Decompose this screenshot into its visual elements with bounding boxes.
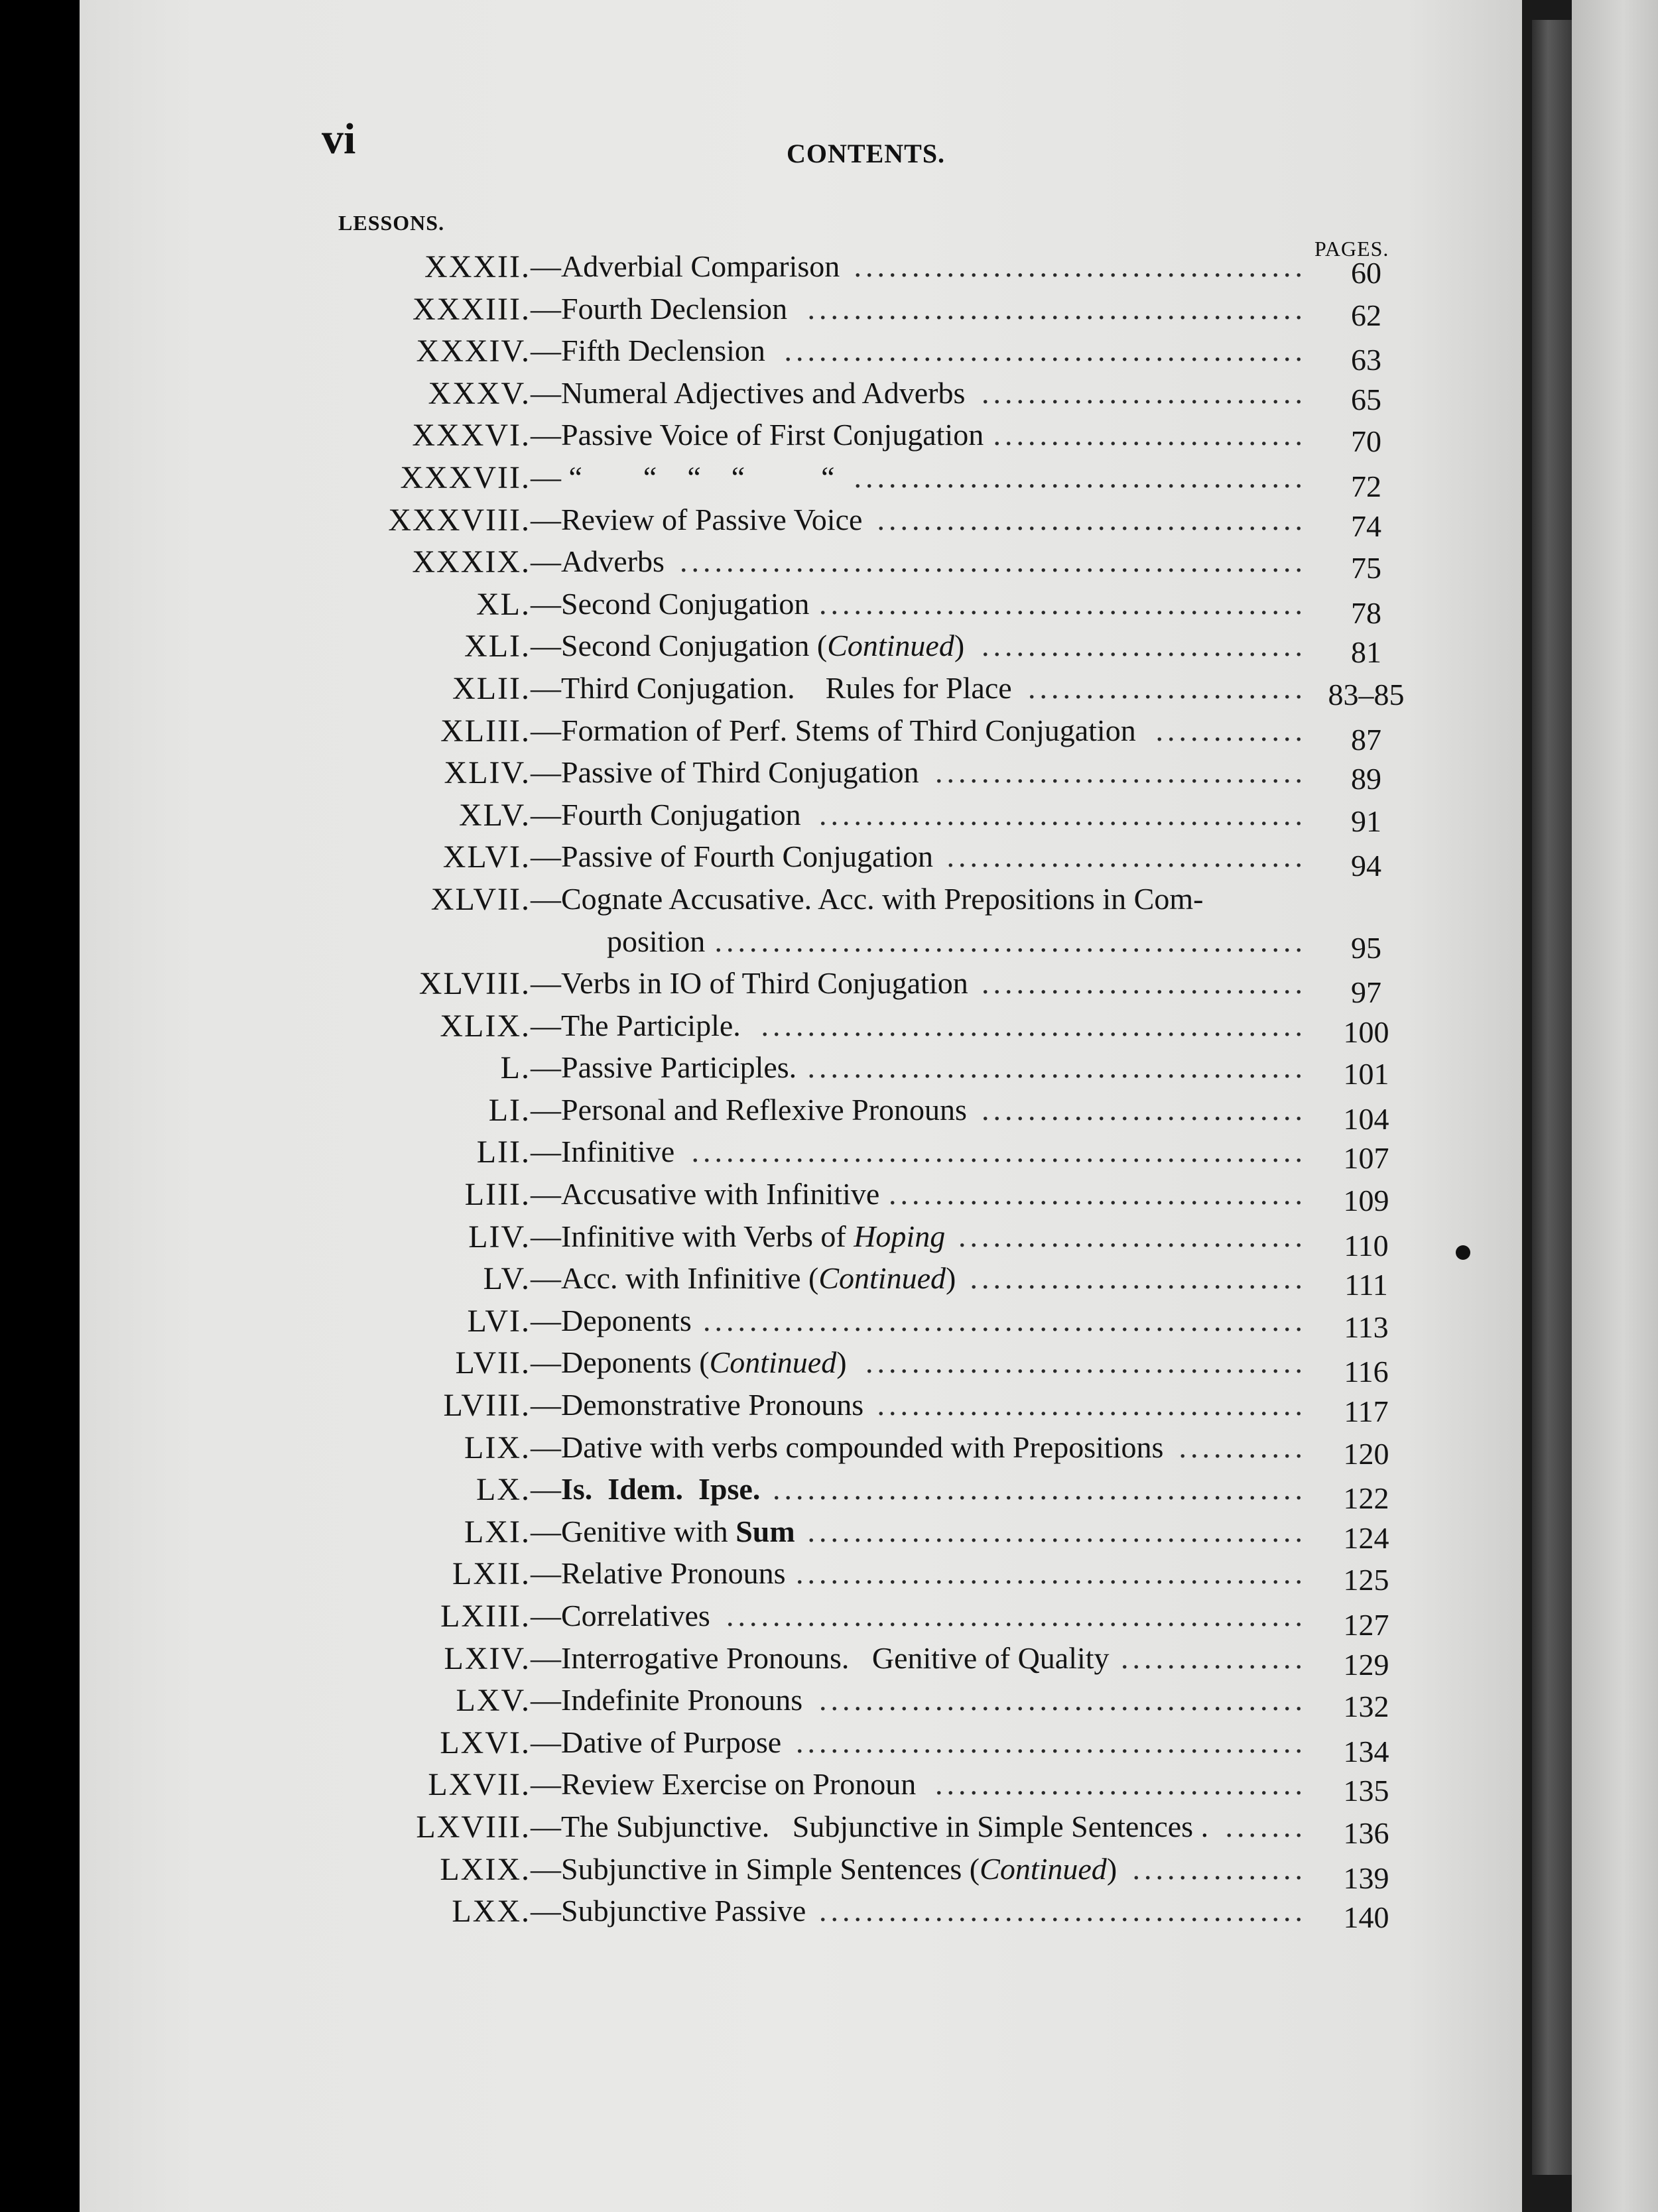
page-number: 91 bbox=[1351, 804, 1381, 838]
lesson-number: XLIV. bbox=[444, 755, 531, 791]
toc-row bbox=[332, 1050, 1419, 1092]
lesson-number: LIV. bbox=[468, 1219, 531, 1255]
leader-dots: ............................................ bbox=[796, 1725, 1307, 1759]
leader-dots: ............... bbox=[1132, 1851, 1307, 1886]
leader-dots: ...................................................... bbox=[680, 544, 1307, 579]
lesson-number: LXII. bbox=[452, 1556, 531, 1592]
leader-dots: ............................. bbox=[970, 1261, 1307, 1296]
page-number: 75 bbox=[1351, 551, 1381, 585]
leader-dots: ............................................ bbox=[796, 1556, 1307, 1591]
lesson-title: —Adverbs bbox=[531, 544, 665, 579]
lesson-number: XL. bbox=[476, 586, 531, 622]
lesson-number: XLVII. bbox=[430, 881, 531, 917]
lesson-number: LXVIII. bbox=[416, 1809, 531, 1845]
lesson-number: XXXVII. bbox=[400, 460, 531, 495]
toc-row bbox=[332, 1387, 1419, 1430]
lesson-title: —Infinitive with Verbs of Hoping bbox=[531, 1219, 946, 1253]
lesson-title: —Formation of Perf. Stems of Third Conjugation bbox=[531, 713, 1136, 747]
leader-dots: .................................... bbox=[889, 1177, 1307, 1211]
lesson-title: —Second Conjugation bbox=[531, 586, 810, 621]
leader-dots: .................................................. bbox=[726, 1599, 1307, 1632]
lesson-title: —Second Conjugation (Continued) bbox=[531, 629, 965, 663]
page-number: 124 bbox=[1343, 1520, 1389, 1555]
leader-dots: ........................... bbox=[993, 418, 1307, 452]
toc-row bbox=[332, 1893, 1419, 1936]
toc-row bbox=[332, 1345, 1419, 1387]
lesson-number: XXXV. bbox=[428, 375, 531, 411]
leader-dots: ............................................... bbox=[761, 1008, 1307, 1042]
toc-row bbox=[332, 628, 1419, 670]
toc-row bbox=[332, 1514, 1419, 1556]
page-number: 116 bbox=[1344, 1355, 1389, 1389]
table-of-contents bbox=[332, 249, 1419, 1936]
lesson-title: —The Participle. bbox=[531, 1008, 741, 1042]
leader-dots: ..................................... bbox=[877, 502, 1307, 536]
page-number: 140 bbox=[1343, 1900, 1389, 1935]
toc-row bbox=[332, 713, 1419, 755]
toc-row bbox=[332, 1430, 1419, 1472]
lesson-title: —Infinitive bbox=[531, 1135, 675, 1169]
lesson-number: LXIX. bbox=[440, 1851, 531, 1887]
lesson-title: —Acc. with Infinitive (Continued) bbox=[531, 1261, 956, 1296]
toc-row bbox=[332, 417, 1419, 460]
lesson-number: XLIX. bbox=[440, 1008, 531, 1044]
lesson-number: LXI. bbox=[464, 1514, 531, 1550]
lesson-number: XXXVIII. bbox=[388, 502, 531, 538]
lesson-title: —Relative Pronouns bbox=[531, 1556, 786, 1591]
page-number: 125 bbox=[1343, 1563, 1389, 1597]
lesson-title: — “ “ “ “ “ bbox=[531, 460, 835, 494]
toc-row bbox=[332, 755, 1419, 797]
toc-row bbox=[332, 502, 1419, 544]
page-number: 134 bbox=[1343, 1734, 1389, 1768]
lesson-title: —Passive Participles. bbox=[531, 1050, 797, 1085]
leader-dots: ........................ bbox=[1028, 670, 1307, 705]
lesson-title: —Indefinite Pronouns bbox=[531, 1683, 803, 1717]
page-number: 87 bbox=[1351, 722, 1381, 757]
page-number: 117 bbox=[1344, 1394, 1389, 1429]
toc-row bbox=[332, 839, 1419, 881]
leader-dots: ............................ bbox=[982, 966, 1307, 1001]
page-number: 95 bbox=[1351, 930, 1381, 965]
lesson-title: —Accusative with Infinitive bbox=[531, 1177, 880, 1211]
lesson-number: LIII. bbox=[464, 1177, 531, 1213]
page-number: 100 bbox=[1343, 1014, 1389, 1049]
next-page-edge bbox=[1572, 0, 1658, 2212]
lesson-title: —Deponents (Continued) bbox=[531, 1345, 847, 1380]
leader-dots: .......................................... bbox=[819, 586, 1307, 621]
toc-row bbox=[332, 881, 1419, 924]
lesson-number: LVIII. bbox=[443, 1388, 531, 1424]
leader-dots: .............................. bbox=[958, 1219, 1307, 1253]
lesson-number: L. bbox=[500, 1050, 531, 1086]
leader-dots: .............................................. bbox=[773, 1472, 1307, 1506]
lesson-number: LXIII. bbox=[440, 1599, 531, 1634]
lesson-number: XXXIV. bbox=[416, 334, 531, 369]
lesson-number: XLVI. bbox=[442, 839, 531, 875]
page-number: 101 bbox=[1343, 1057, 1389, 1091]
running-head: CONTENTS. bbox=[787, 139, 946, 168]
lesson-number: XXXIX. bbox=[412, 544, 531, 580]
toc-row bbox=[332, 1260, 1419, 1303]
lesson-title: —Review of Passive Voice bbox=[531, 502, 863, 536]
page-number: 97 bbox=[1351, 975, 1381, 1010]
toc-row bbox=[332, 1303, 1419, 1345]
leader-dots: ................................................... bbox=[714, 924, 1307, 958]
lesson-number: XXXIII. bbox=[413, 291, 531, 327]
lesson-number: XXXVI. bbox=[412, 418, 531, 454]
page-number: 74 bbox=[1351, 509, 1381, 543]
page-number: 83–85 bbox=[1328, 677, 1405, 711]
lessons-column-header: LESSONS. bbox=[338, 211, 445, 235]
page-number: 62 bbox=[1351, 298, 1381, 332]
leader-dots: ............................ bbox=[982, 1092, 1307, 1127]
toc-row bbox=[332, 375, 1419, 418]
leader-dots: ............................ bbox=[982, 629, 1307, 663]
leader-dots: ........................................... bbox=[807, 1050, 1307, 1085]
lesson-number: XLIII. bbox=[440, 713, 531, 749]
lesson-title: —Fourth Declension bbox=[531, 291, 788, 326]
lesson-title: —Numeral Adjectives and Adverbs bbox=[531, 375, 966, 410]
toc-row bbox=[332, 1008, 1419, 1050]
page-number: 127 bbox=[1343, 1608, 1389, 1642]
book-page bbox=[80, 0, 1522, 2212]
lesson-title: —The Subjunctive. Subjunctive in Simple Sentences . bbox=[531, 1809, 1209, 1843]
page-number: 139 bbox=[1343, 1861, 1389, 1895]
lesson-number: XLV. bbox=[458, 797, 531, 833]
lesson-number: XXXII. bbox=[424, 249, 531, 284]
leader-dots: ................ bbox=[1121, 1640, 1307, 1675]
lesson-title: —Is. Idem. Ipse. bbox=[531, 1472, 761, 1506]
leader-dots: ............................... bbox=[946, 839, 1307, 874]
toc-row bbox=[332, 1851, 1419, 1894]
toc-row bbox=[332, 1176, 1419, 1219]
toc-row bbox=[332, 249, 1419, 291]
leader-dots: ...................................... bbox=[865, 1345, 1307, 1380]
lesson-number: LXVII. bbox=[428, 1767, 531, 1803]
toc-row bbox=[332, 460, 1419, 502]
toc-row bbox=[332, 670, 1419, 713]
lesson-number: LI. bbox=[488, 1092, 531, 1128]
lesson-number: LXV. bbox=[456, 1683, 531, 1719]
leader-dots: .......................................... bbox=[819, 797, 1307, 831]
page-number: 70 bbox=[1351, 424, 1381, 459]
lesson-title: —Cognate Accusative. Acc. with Prepositions in Com- bbox=[531, 881, 1204, 916]
toc-row bbox=[332, 1598, 1419, 1640]
toc-row bbox=[332, 1725, 1419, 1767]
toc-row bbox=[332, 1219, 1419, 1261]
lesson-title: —Personal and Reflexive Pronouns bbox=[531, 1092, 967, 1127]
leader-dots: ........................................... bbox=[807, 1514, 1307, 1548]
lesson-number: LV. bbox=[483, 1261, 531, 1297]
page-number: 63 bbox=[1351, 343, 1381, 377]
page-number: 81 bbox=[1351, 635, 1381, 670]
page-number: 122 bbox=[1343, 1481, 1389, 1516]
lesson-title: —Review Exercise on Pronoun bbox=[531, 1767, 917, 1802]
toc-row bbox=[332, 797, 1419, 839]
leader-dots: .......................................... bbox=[819, 1683, 1307, 1717]
lesson-title: —Subjunctive in Simple Sentences (Continued) bbox=[531, 1851, 1117, 1886]
toc-row bbox=[332, 544, 1419, 586]
lesson-title: —Genitive with Sum bbox=[531, 1514, 795, 1548]
leader-dots: ....... bbox=[1225, 1809, 1307, 1843]
leader-dots: ............. bbox=[1155, 713, 1307, 747]
lesson-title: —Adverbial Comparison bbox=[531, 249, 840, 283]
pages-column-header: PAGES. bbox=[1314, 237, 1389, 261]
lesson-title: —Deponents bbox=[531, 1303, 692, 1337]
leader-dots: ....................................... bbox=[854, 249, 1307, 283]
toc-row bbox=[332, 965, 1419, 1008]
leader-dots: ..................................................... bbox=[691, 1135, 1307, 1169]
leader-dots: .......................................... bbox=[819, 1894, 1307, 1928]
lesson-number: LVI. bbox=[467, 1303, 531, 1339]
lesson-number: XLVIII. bbox=[418, 966, 531, 1002]
lesson-title: —Subjunctive Passive bbox=[531, 1894, 806, 1928]
toc-row bbox=[332, 1640, 1419, 1683]
toc-row bbox=[332, 333, 1419, 375]
lesson-number: LII. bbox=[476, 1135, 531, 1170]
lesson-number: LXX. bbox=[452, 1894, 531, 1930]
toc-row bbox=[332, 1766, 1419, 1809]
leader-dots: ............................ bbox=[982, 375, 1307, 410]
toc-row bbox=[332, 586, 1419, 629]
lesson-title: —Passive of Third Conjugation bbox=[531, 755, 919, 790]
lesson-title: —Demonstrative Pronouns bbox=[531, 1388, 864, 1422]
leader-dots: ........................................... bbox=[807, 291, 1307, 326]
toc-row bbox=[332, 1092, 1419, 1135]
leader-dots: .................................................... bbox=[703, 1303, 1307, 1337]
toc-row bbox=[332, 1682, 1419, 1725]
lesson-number: LX. bbox=[476, 1472, 531, 1508]
lesson-title: —Interrogative Pronouns. Genitive of Quality bbox=[531, 1640, 1110, 1675]
page-number: 136 bbox=[1343, 1815, 1389, 1850]
lesson-title: —Dative of Purpose bbox=[531, 1725, 782, 1759]
page-number: 72 bbox=[1351, 469, 1381, 503]
ink-speck bbox=[1456, 1245, 1470, 1260]
lesson-title: —Passive Voice of First Conjugation bbox=[531, 418, 984, 452]
page-number: 135 bbox=[1343, 1774, 1389, 1808]
page-number: 109 bbox=[1343, 1184, 1389, 1218]
binding-edge bbox=[1532, 20, 1572, 2175]
lesson-title: —Correlatives bbox=[531, 1599, 710, 1632]
lesson-number: LVII. bbox=[455, 1345, 531, 1381]
page-number: 120 bbox=[1343, 1436, 1389, 1471]
leader-dots: ....................................... bbox=[854, 460, 1307, 494]
toc-row bbox=[332, 924, 1419, 966]
page-number: 113 bbox=[1344, 1310, 1389, 1344]
toc-row bbox=[332, 291, 1419, 334]
page-number: 111 bbox=[1344, 1268, 1388, 1302]
leader-dots: ............................................. bbox=[784, 334, 1307, 368]
page-number: 107 bbox=[1343, 1141, 1389, 1176]
lesson-title: —Dative with verbs compounded with Prepositions bbox=[531, 1430, 1164, 1464]
leader-dots: ................................ bbox=[935, 1767, 1307, 1802]
page-number: 65 bbox=[1351, 382, 1381, 416]
lesson-number: LXIV. bbox=[444, 1640, 531, 1676]
lesson-title: —Fourth Conjugation bbox=[531, 797, 801, 831]
page-number: 94 bbox=[1351, 849, 1381, 883]
leader-dots: ..................................... bbox=[877, 1388, 1307, 1422]
page-number: 89 bbox=[1351, 762, 1381, 796]
lesson-number: LIX. bbox=[464, 1430, 531, 1465]
toc-row bbox=[332, 1556, 1419, 1598]
lesson-number: LXVI. bbox=[440, 1725, 531, 1760]
page-number: 78 bbox=[1351, 595, 1381, 630]
leader-dots: ................................ bbox=[935, 755, 1307, 790]
leader-dots: ........... bbox=[1179, 1430, 1307, 1464]
toc-row bbox=[332, 1134, 1419, 1176]
lesson-title: position bbox=[607, 924, 706, 958]
lesson-title: —Third Conjugation. Rules for Place bbox=[531, 670, 1012, 705]
lesson-number: XLII. bbox=[452, 670, 531, 706]
lesson-number: XLI. bbox=[464, 629, 531, 664]
page-number: 104 bbox=[1343, 1101, 1389, 1136]
page-number: 129 bbox=[1343, 1647, 1389, 1682]
lesson-title: —Passive of Fourth Conjugation bbox=[531, 839, 933, 874]
toc-row bbox=[332, 1471, 1419, 1514]
page-number: 132 bbox=[1343, 1690, 1389, 1724]
page-folio: vi bbox=[322, 115, 356, 163]
lesson-title: —Fifth Declension bbox=[531, 334, 765, 368]
lesson-title: —Verbs in IO of Third Conjugation bbox=[531, 966, 968, 1001]
toc-row bbox=[332, 1809, 1419, 1851]
page-number: 110 bbox=[1344, 1228, 1389, 1262]
page-number: 60 bbox=[1351, 256, 1381, 290]
